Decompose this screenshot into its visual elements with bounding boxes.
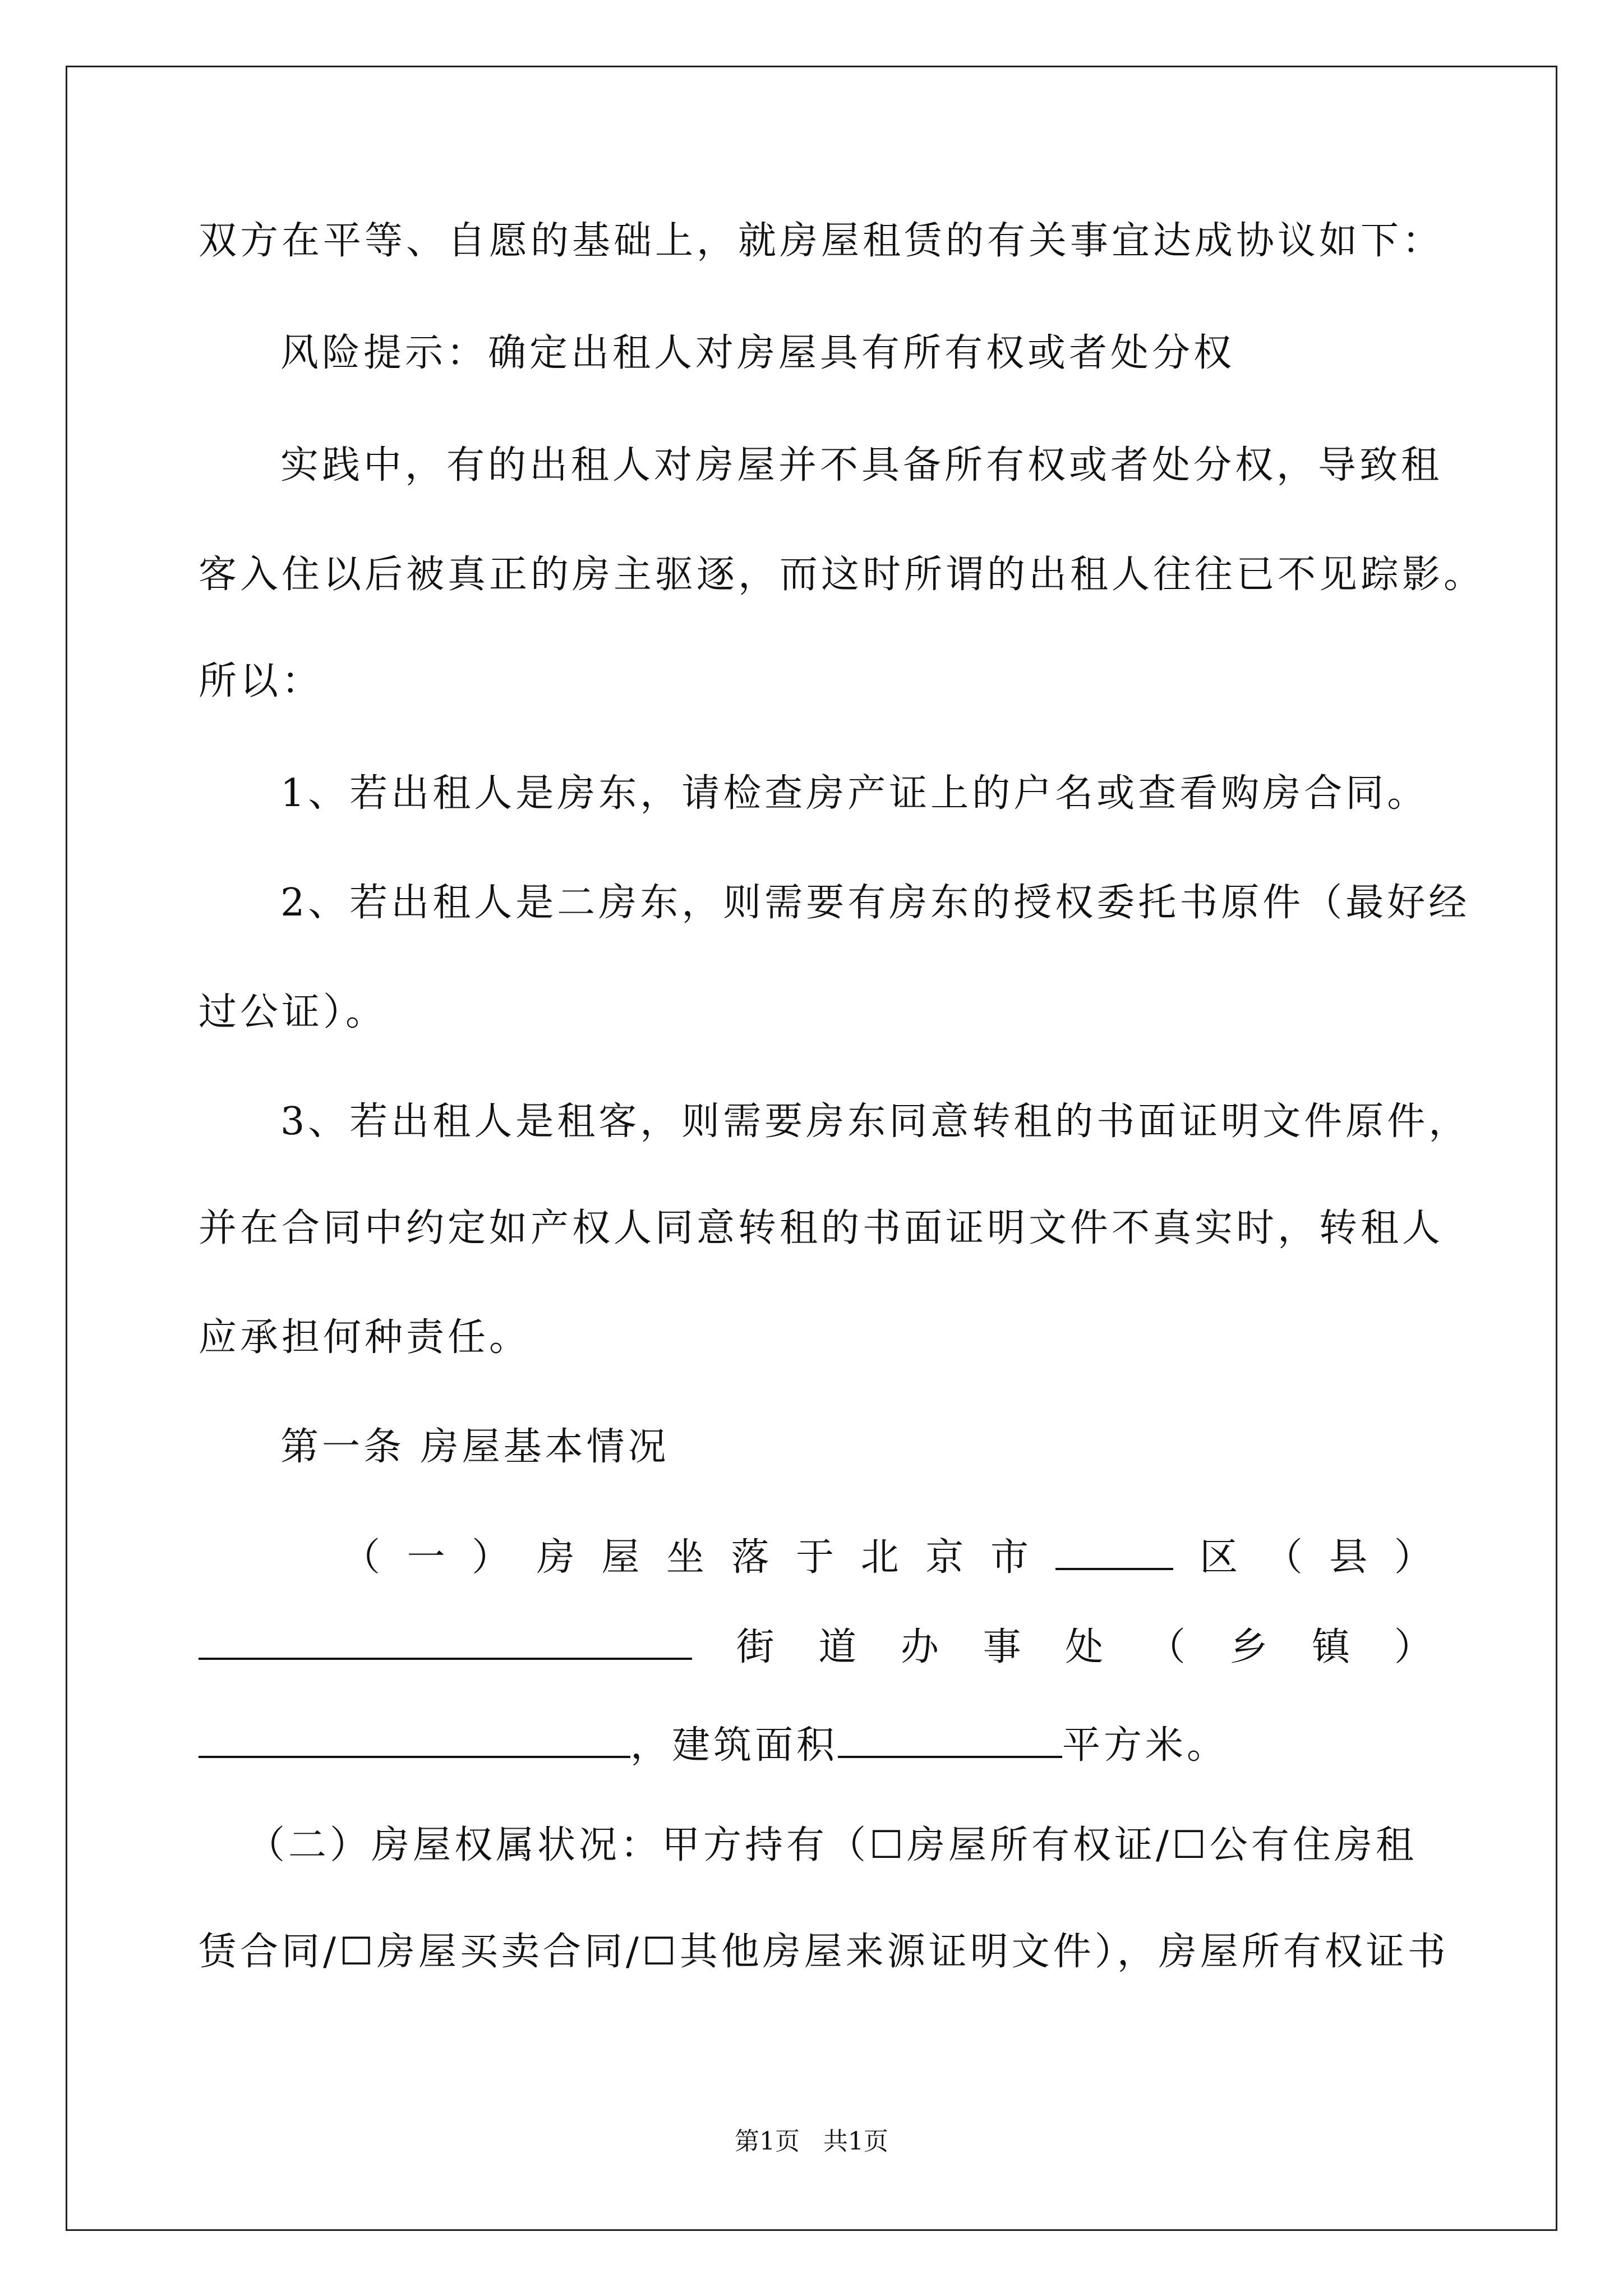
text-line-5: 所以： [199,659,324,703]
location-char: 区 [1200,1535,1238,1580]
location-char: 道 [818,1625,857,1669]
text-line-8: 过公证）。 [199,990,388,1034]
location-char: （ [1264,1535,1303,1580]
location-char: 事 [983,1625,1021,1669]
text-line-1: 双方在平等、自愿的基础上，就房屋租赁的有关事宜达成协议如下： [199,219,1444,263]
district-blank[interactable] [1055,1534,1173,1570]
article-one-heading: 第一条 房屋基本情况 [280,1425,670,1469]
location-char: ） [472,1535,510,1580]
location-char: 屋 [601,1535,640,1580]
location-char: 办 [900,1625,939,1669]
text-line-7: 2、若出租人是二房东，则需要有房东的授权委托书原件（最好经 [280,881,1470,925]
text-line-10: 并在合同中约定如产权人同意转租的书面证明文件不真实时，转租人 [199,1206,1444,1250]
location-char: 京 [925,1535,964,1580]
area-label: ，建筑面积 [630,1723,838,1768]
location-char: 镇 [1312,1625,1350,1669]
location-char: 房 [536,1535,575,1580]
location-char: 市 [990,1535,1029,1580]
address-blank[interactable] [199,1722,630,1758]
location-char: 一 [407,1535,445,1580]
location-char: ） [1394,1535,1432,1580]
location-char: 落 [731,1535,769,1580]
page-total: 共1页 [823,2127,888,2156]
location-char: 北 [860,1535,899,1580]
location-char: 处 [1065,1625,1104,1669]
risk-heading: 风险提示：确定出租人对房屋具有所有权或者处分权 [280,331,1235,375]
location-char: （ [1147,1625,1186,1669]
location-char: 县 [1329,1535,1368,1580]
page-number: 第1页 [735,2127,800,2156]
ownership-line-2: 赁合同/☐房屋买卖合同/☐其他房屋来源证明文件），房屋所有权证书 [199,1930,1449,1974]
street-blank[interactable] [199,1624,692,1660]
text-line-4: 客入住以后被真正的房主驱逐，而这时所谓的出租人往往已不见踪影。 [199,553,1486,597]
text-line-3: 实践中，有的出租人对房屋并不具备所有权或者处分权，导致租 [280,443,1443,487]
text-line-11: 应承担何种责任。 [199,1315,531,1360]
location-char: （ [342,1535,381,1580]
text-line-6: 1、若出租人是房东，请检查房产证上的户名或查看购房合同。 [280,771,1429,816]
area-blank[interactable] [838,1722,1062,1758]
location-line-1 [342,1534,1432,1580]
location-char: 于 [796,1535,834,1580]
page-border [66,66,1557,2231]
area-line [199,1722,1228,1768]
ownership-line-1: （二）房屋权属状况：甲方持有（☐房屋所有权证/☐公有住房租 [247,1823,1417,1867]
location-char: 坐 [666,1535,704,1580]
area-unit: 平方米。 [1062,1723,1229,1768]
location-char: 街 [736,1625,774,1669]
page-footer [0,2126,1623,2157]
location-char: 乡 [1229,1625,1268,1669]
text-line-9: 3、若出租人是租客，则需要房东同意转租的书面证明文件原件， [280,1099,1470,1144]
location-line-2 [199,1624,1432,1670]
location-char: ） [1394,1625,1432,1669]
